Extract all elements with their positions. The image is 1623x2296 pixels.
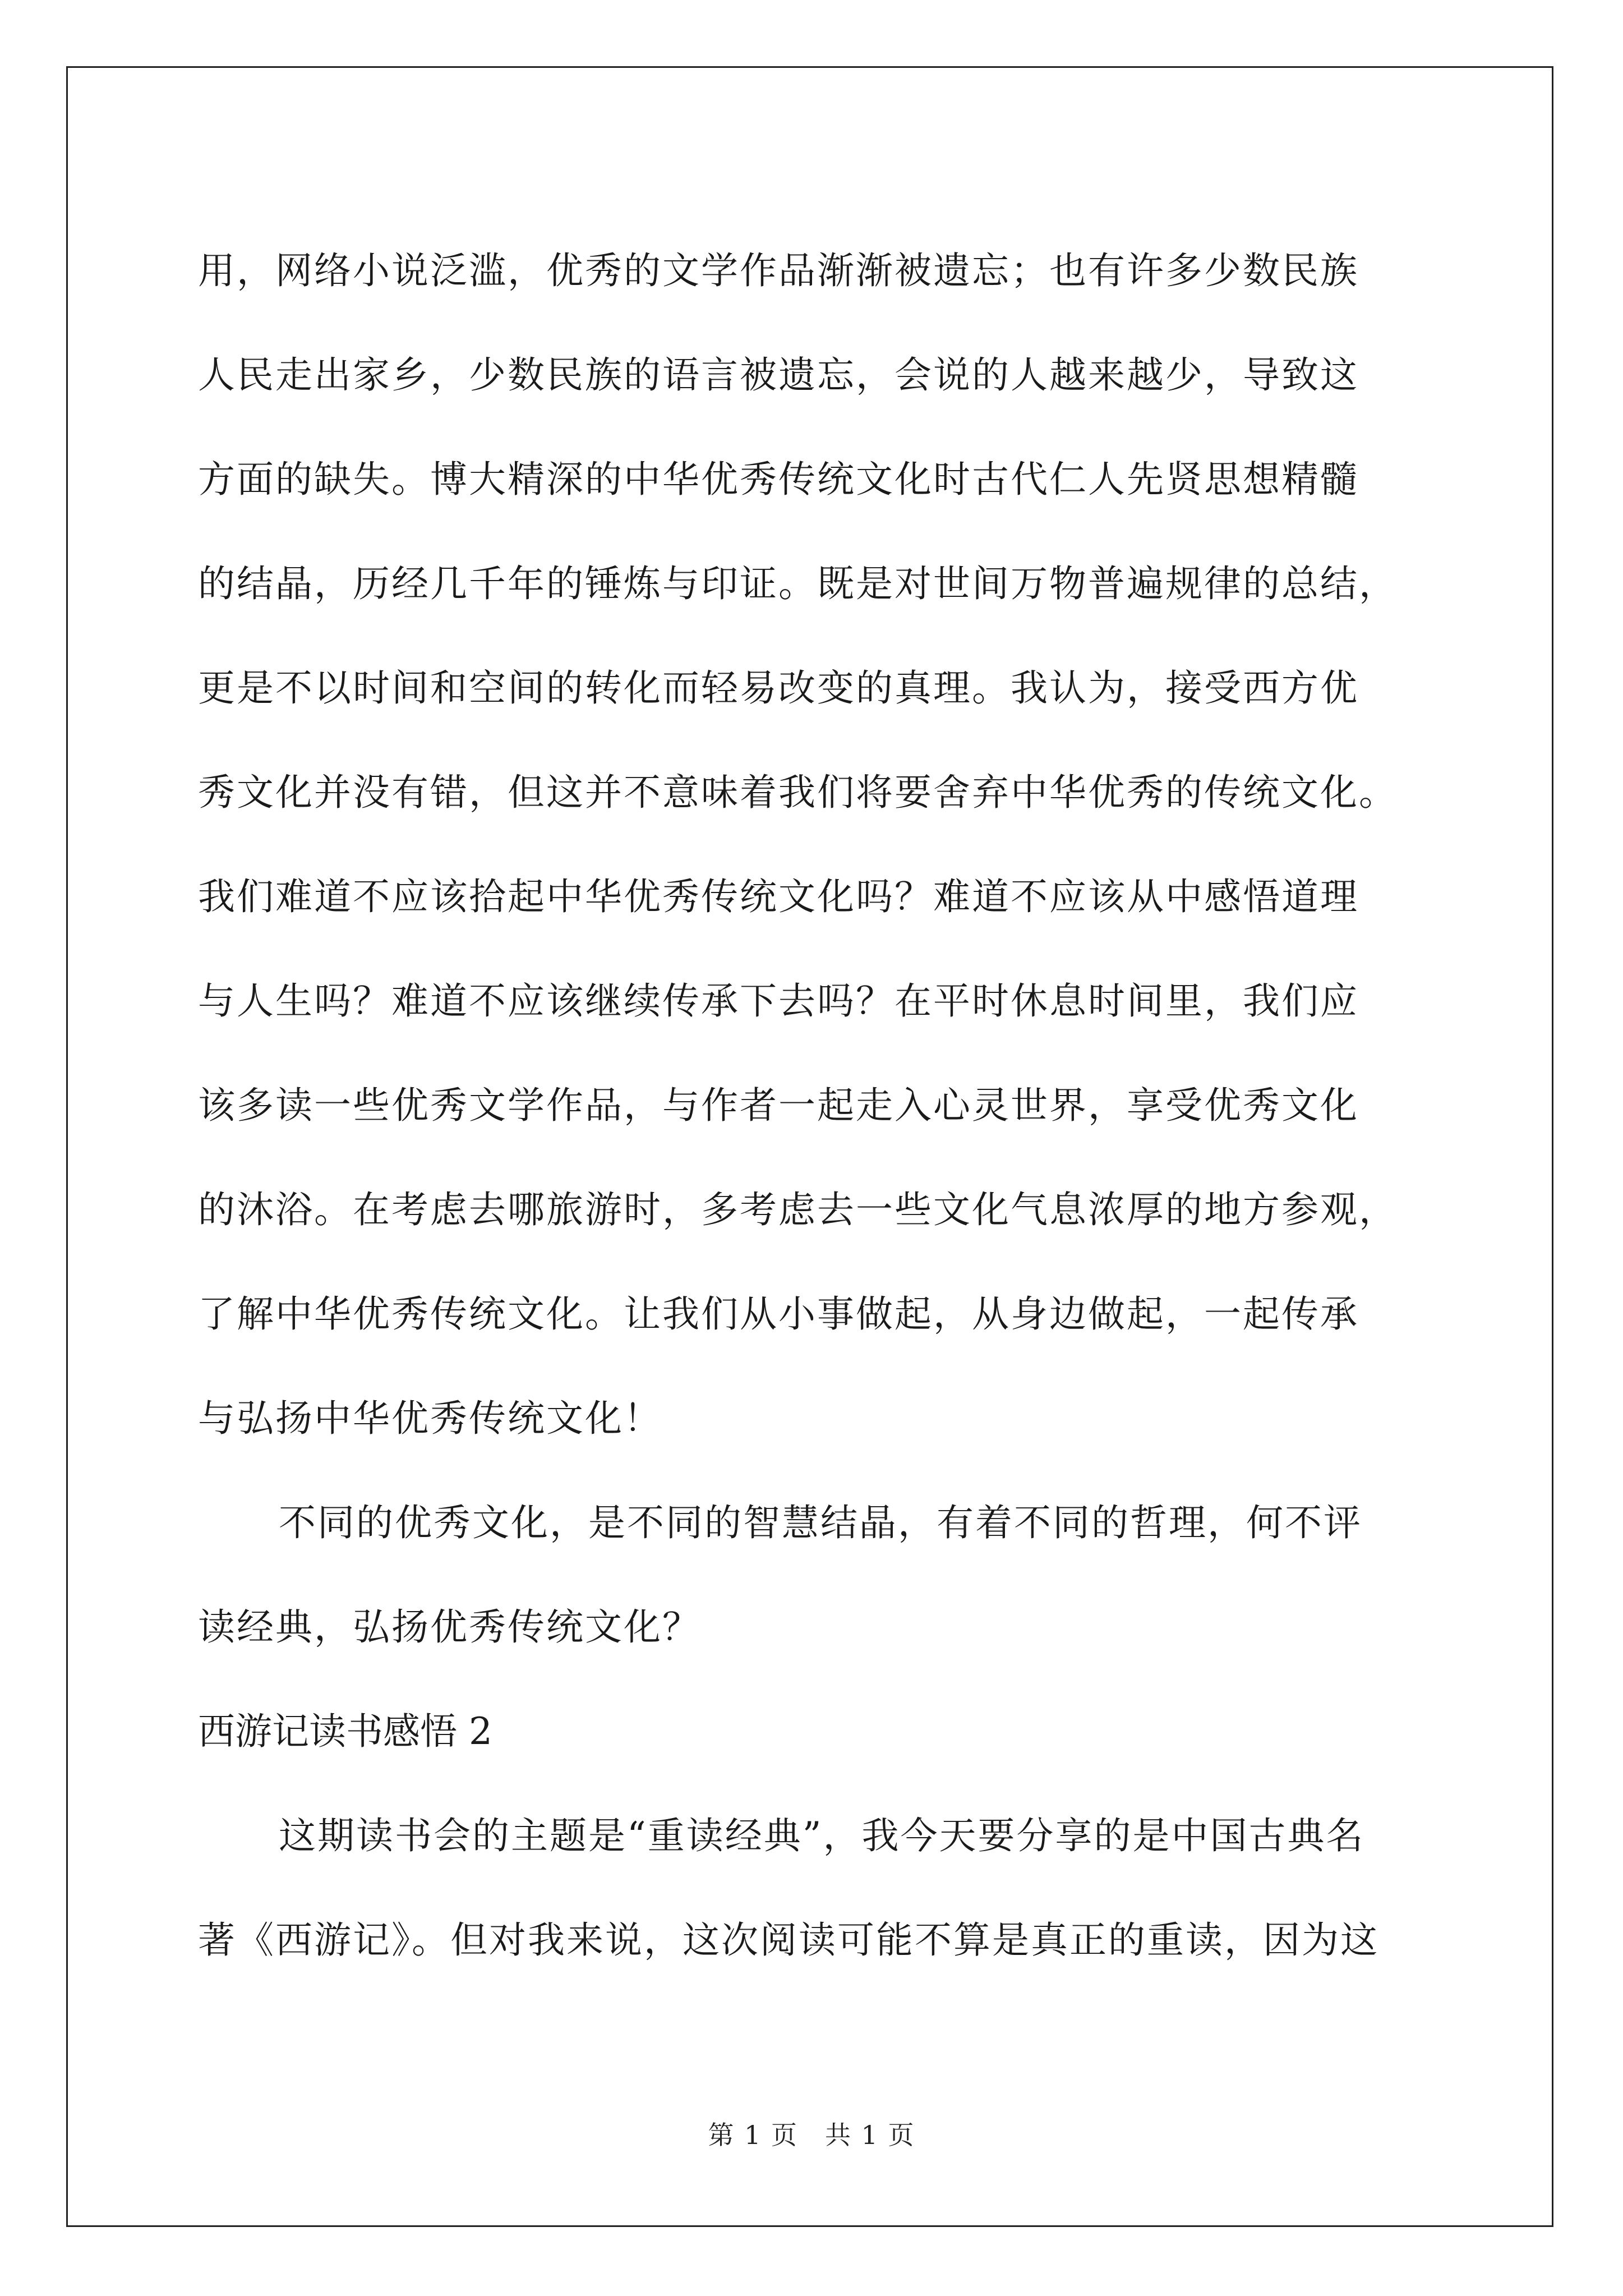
paragraph-line: 更是不以时间和空间的转化而轻易改变的真理。我认为，接受西方优 (198, 666, 1359, 710)
paragraph-line: 的结晶，历经几千年的锤炼与印证。既是对世间万物普遍规律的总结， (198, 562, 1398, 605)
paragraph-line: 方面的缺失。博大精深的中华优秀传统文化时古代仁人先贤思想精髓 (198, 458, 1359, 501)
section-title: 西游记读书感悟 2 (198, 1710, 492, 1753)
paragraph-line: 秀文化并没有错，但这并不意味着我们将要舍弃中华优秀的传统文化。 (198, 771, 1398, 814)
paragraph-line: 与人生吗？难道不应该继续传承下去吗？在平时休息时间里，我们应 (198, 979, 1359, 1023)
paragraph-line: 用，网络小说泛滥，优秀的文学作品渐渐被遗忘；也有许多少数民族 (198, 249, 1359, 292)
page-number: 第 1 页 共 1 页 (708, 2120, 915, 2150)
document-body (198, 219, 1449, 1993)
paragraph-line: 了解中华优秀传统文化。让我们从小事做起，从身边做起，一起传承 (198, 1292, 1359, 1336)
paragraph-line: 不同的优秀文化，是不同的智慧结晶，有着不同的哲理，何不评 (279, 1501, 1362, 1544)
paragraph-line: 著《西游记》。但对我来说，这次阅读可能不算是真正的重读，因为这 (198, 1918, 1379, 1962)
paragraph-line: 我们难道不应该拾起中华优秀传统文化吗？难道不应该从中感悟道理 (198, 875, 1359, 918)
paragraph-line: 人民走出家乡，少数民族的语言被遗忘，会说的人越来越少，导致这 (198, 353, 1359, 397)
paragraph-line: 的沐浴。在考虑去哪旅游时，多考虑去一些文化气息浓厚的地方参观， (198, 1188, 1398, 1231)
paragraph-line: 该多读一些优秀文学作品，与作者一起走入心灵世界，享受优秀文化 (198, 1084, 1359, 1127)
paragraph-line: 与弘扬中华优秀传统文化！ (198, 1397, 662, 1440)
paragraph-line: 这期读书会的主题是“重读经典”，我今天要分享的是中国古典名 (279, 1814, 1365, 1857)
paragraph-line: 读经典，弘扬优秀传统文化？ (198, 1605, 701, 1649)
